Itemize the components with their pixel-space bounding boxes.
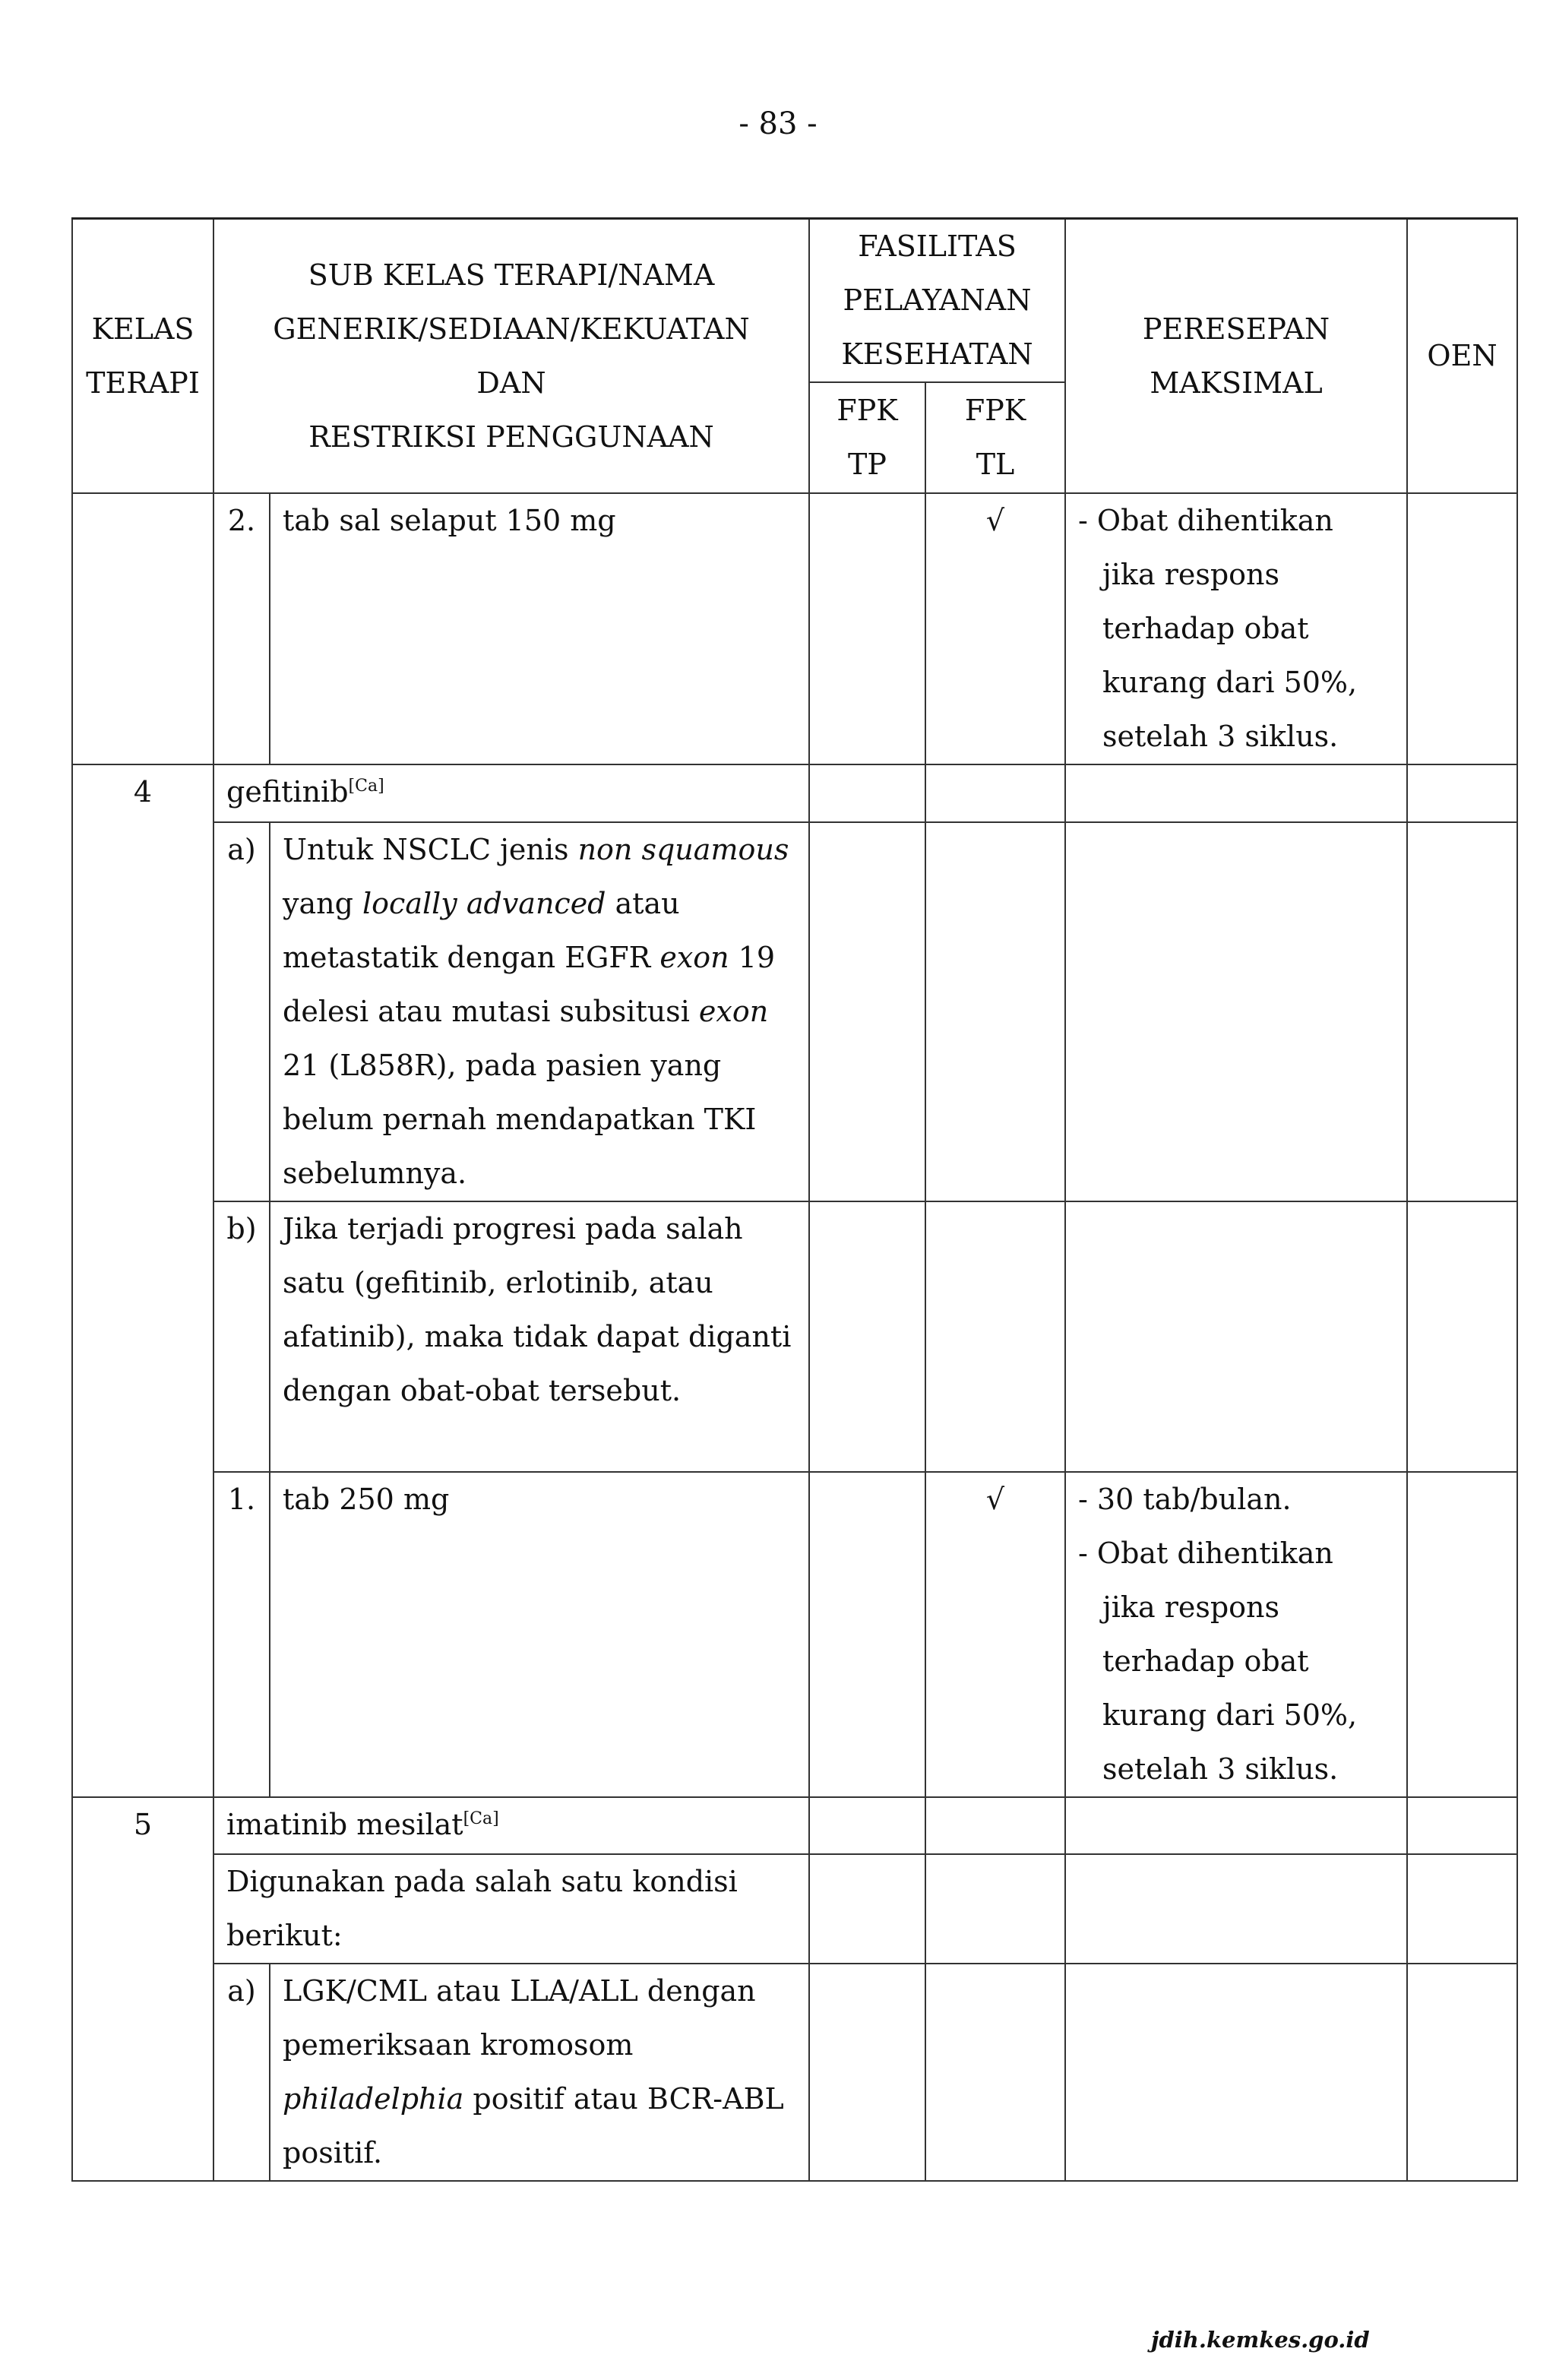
drug-name: imatinib mesilat[Ca]	[213, 1797, 809, 1854]
kelas-cell	[72, 493, 213, 764]
kelas-number: 4	[72, 764, 213, 1797]
fpk-tp-cell	[809, 1472, 925, 1797]
table-row	[72, 1964, 1517, 2181]
fpk-tl-check: √	[925, 493, 1065, 764]
oen-cell	[1407, 493, 1517, 764]
table-row	[72, 1854, 1517, 1964]
item-text: tab 250 mg	[270, 1472, 809, 1797]
item-text: Untuk NSCLC jenis non squamous yang locally advanced atau metastatik dengan EGFR exon 19 delesi atau mutasi subsitusi exon 21 (L858R), pada pasien yang belum pernah mendapatkan TKI sebelumnya.	[270, 822, 809, 1201]
table-row	[72, 822, 1517, 1201]
item-text: LGK/CML atau LLA/ALL dengan pemeriksaan kromosom philadelphia positif atau BCR-ABL positif.	[270, 1964, 809, 2181]
header-fpk-tp: FPK TP	[809, 382, 925, 493]
item-number: 1.	[213, 1472, 270, 1797]
peresepan-cell: - 30 tab/bulan. - Obat dihentikan jika respons terhadap obat kurang dari 50%, setelah 3 siklus.	[1065, 1472, 1407, 1797]
table-row	[72, 1201, 1517, 1472]
header-oen: OEN	[1407, 219, 1517, 494]
item-text: tab sal selaput 150 mg	[270, 493, 809, 764]
header-sub-kelas: SUB KELAS TERAPI/NAMA GENERIK/SEDIAAN/KEKUATAN DAN RESTRIKSI PENGGUNAAN	[213, 219, 809, 494]
kelas-number: 5	[72, 1797, 213, 2181]
header-kelas-terapi: KELAS TERAPI	[72, 219, 213, 494]
table-row	[72, 493, 1517, 764]
table-row	[72, 764, 1517, 822]
table-row	[72, 1472, 1517, 1797]
drug-name: gefitinib[Ca]	[213, 764, 809, 822]
oen-cell	[1407, 1472, 1517, 1797]
header-fpk-tl: FPK TL	[925, 382, 1065, 493]
item-text: Jika terjadi progresi pada salah satu (gefitinib, erlotinib, atau afatinib), maka tidak dapat diganti dengan obat-obat tersebut.	[270, 1201, 809, 1472]
header-fasilitas: FASILITAS PELAYANAN KESEHATAN	[809, 219, 1065, 383]
formulary-table	[71, 217, 1518, 2182]
item-text: Digunakan pada salah satu kondisi berikut:	[213, 1854, 809, 1964]
fpk-tl-check: √	[925, 1472, 1065, 1797]
fpk-tp-cell	[809, 493, 925, 764]
footer-url: jdih.kemkes.go.id	[1151, 2327, 1370, 2353]
item-number: b)	[213, 1201, 270, 1472]
table-row	[72, 1797, 1517, 1854]
header-peresepan: PERESEPAN MAKSIMAL	[1065, 219, 1407, 494]
item-number: a)	[213, 1964, 270, 2181]
page-number: - 83 -	[738, 106, 818, 141]
peresepan-cell: - Obat dihentikan jika respons terhadap obat kurang dari 50%, setelah 3 siklus.	[1065, 493, 1407, 764]
item-number: a)	[213, 822, 270, 1201]
item-number: 2.	[213, 493, 270, 764]
